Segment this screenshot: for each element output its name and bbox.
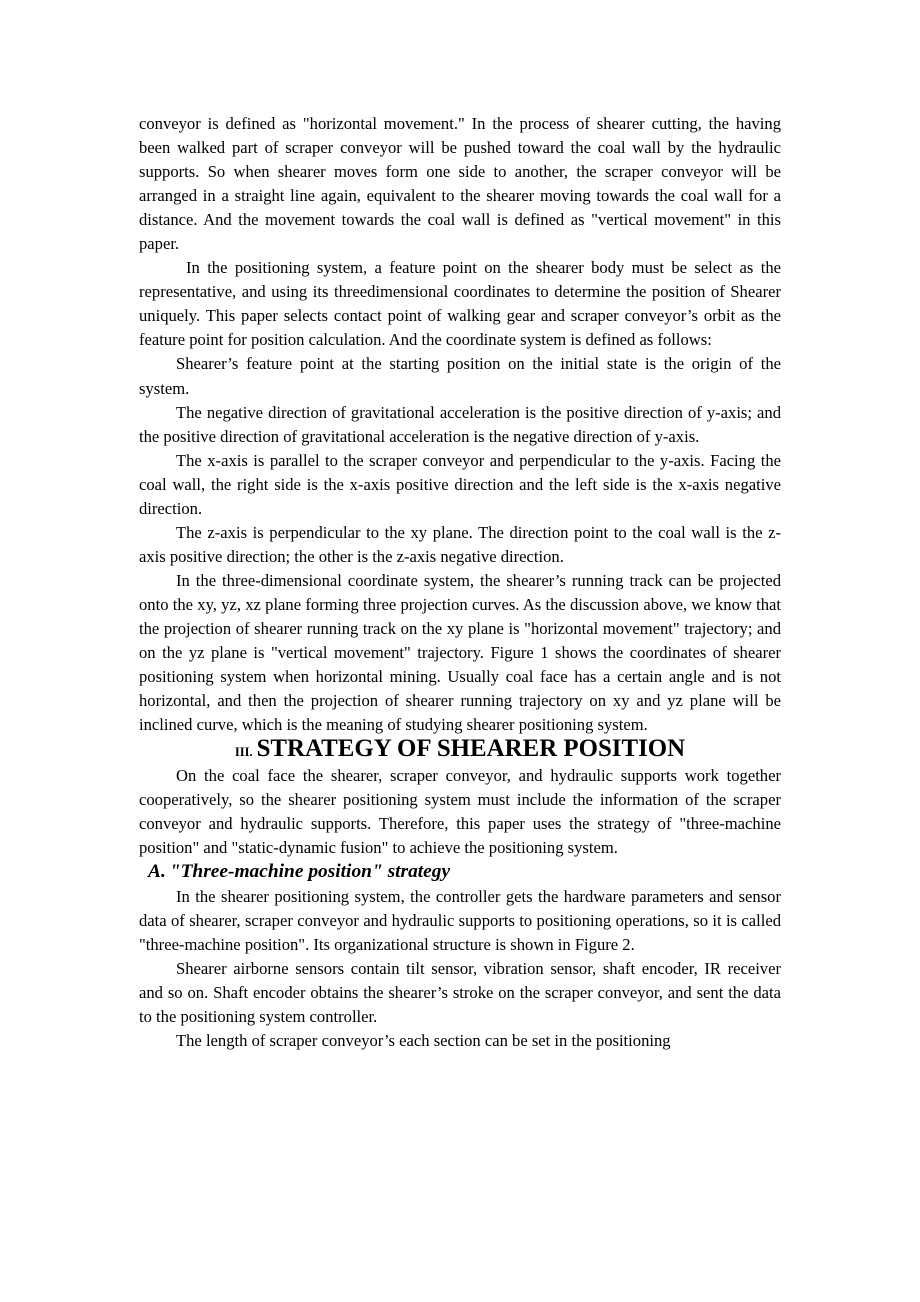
document-page bbox=[139, 112, 781, 1053]
subsection-heading bbox=[139, 860, 781, 884]
body-paragraph: The z-axis is perpendicular to the xy plane. The direction point to the coal wall is the z-axis positive direction; the other is the z-axis negative direction. bbox=[139, 522, 781, 566]
body-paragraph: The x-axis is parallel to the scraper conveyor and perpendicular to the y-axis. Facing the coal wall, the right side is the x-axis positive direction and the left side is the x-axis negative direction. bbox=[139, 450, 781, 518]
body-paragraph: In the shearer positioning system, the controller gets the hardware parameters and sensor data of shearer, scraper conveyor and hydraulic supports to positioning operations, so it is called "three-machine position". Its organizational structure is shown in Figure 2. bbox=[139, 886, 781, 954]
section-number: III. bbox=[234, 745, 253, 760]
body-paragraph: Shearer’s feature point at the starting position on the initial state is the origin of the system. bbox=[139, 354, 781, 398]
subsection-letter: A. bbox=[148, 861, 166, 883]
body-paragraph: The negative direction of gravitational acceleration is the positive direction of y-axis; and the positive direction of gravitational acceleration is the negative direction of y-axis. bbox=[139, 402, 781, 446]
body-paragraph: Shearer airborne sensors contain tilt sensor, vibration sensor, shaft encoder, IR receiver and so on. Shaft encoder obtains the shearer’s stroke on the scraper conveyor, and sent the data to the positioning system controller. bbox=[139, 958, 781, 1026]
section-heading bbox=[139, 737, 781, 764]
body-paragraph: The length of scraper conveyor’s each section can be set in the positioning bbox=[176, 1030, 671, 1050]
section-title: STRATEGY OF SHEARER POSITION bbox=[256, 735, 686, 763]
body-paragraph: conveyor is defined as "horizontal movement." In the process of shearer cutting, the having been walked part of scraper conveyor will be pushed toward the coal wall by the hydraulic supports. So when shearer moves form one side to another, the scraper conveyor will be arranged in a straight line again, equivalent to the shearer moving towards the coal wall for a distance. And the movement towards the coal wall is defined as "vertical movement" in this paper. bbox=[139, 114, 781, 254]
body-paragraph: In the positioning system, a feature point on the shearer body must be select as the representative, and using its threedimensional coordinates to determine the position of Shearer uniquely. This paper selects contact point of walking gear and scraper conveyor’s orbit as the feature point for position calculation. And the coordinate system is defined as follows: bbox=[139, 258, 781, 350]
subsection-title: "Three-machine position" strategy bbox=[169, 861, 451, 883]
body-paragraph: In the three-dimensional coordinate system, the shearer’s running track can be projected onto the xy, yz, xz plane forming three projection curves. As the discussion above, we know that the projection of shearer running track on the xy plane is "horizontal movement" trajectory; and on the yz plane is "vertical movement" trajectory. Figure 1 shows the coordinates of shearer positioning system when horizontal mining. Usually coal face has a certain angle and is not horizontal, and then the projection of shearer running trajectory on xy and yz plane will be inclined curve, which is the meaning of studying shearer positioning system. bbox=[139, 570, 781, 735]
body-paragraph: On the coal face the shearer, scraper conveyor, and hydraulic supports work together cooperatively, so the shearer positioning system must include the information of the scraper conveyor and hydraulic supports. Therefore, this paper uses the strategy of "three-machine position" and "static-dynamic fusion" to achieve the positioning system. bbox=[139, 766, 781, 858]
